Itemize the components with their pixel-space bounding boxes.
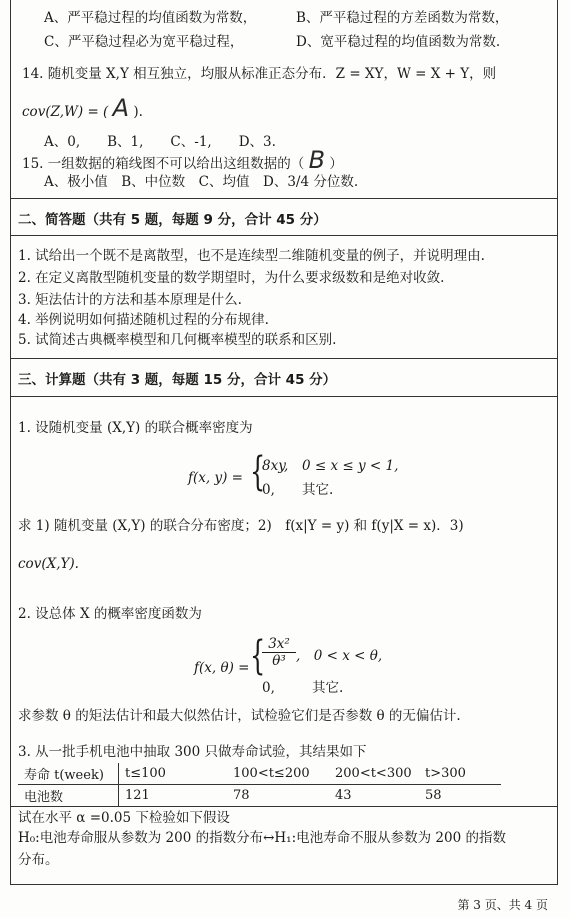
q14-cov-text: cov(Z,W) = ( (22, 104, 109, 120)
p1-case2-cond: 其它. (302, 482, 334, 498)
q15-stem (22, 146, 343, 174)
section3-heading: 三、计算题（共有 3 题，每题 15 分，合计 45 分） (18, 372, 337, 388)
q15-answer-mark: B (308, 146, 326, 174)
p1-stem: 1. 设随机变量 (X,Y) 的联合概率密度为 (18, 420, 253, 436)
p1-case1-expr: 8xy, (262, 458, 289, 474)
q13-option-d: D、宽平稳过程的均值函数为常数. (296, 34, 501, 50)
section2-item-5: 5. 试简述古典概率模型和几何概率模型的联系和区别. (18, 332, 337, 348)
p1-case2-expr: 0, (262, 482, 275, 498)
q14-stem: 14. 随机变量 X,Y 相互独立，均服从标准正态分布．Z = XY，W = X + Y，则 (22, 66, 497, 82)
p3-stem: 3. 从一批手机电池中抽取 300 只做寿命试验，其结果如下 (18, 744, 367, 760)
p3-line3: 分布。 (18, 852, 59, 868)
table-header-cell: 100<t≤200 (227, 763, 329, 785)
p2-brace: { (250, 633, 266, 679)
table-header-row (18, 763, 501, 785)
section2-heading: 二、简答题（共有 5 题，每题 9 分，合计 45 分） (18, 212, 327, 228)
table-cell: 58 (425, 788, 442, 803)
divider (10, 358, 558, 359)
table-header-cell: t>300 (419, 763, 501, 785)
q15-stem-end: ） (329, 156, 343, 172)
table-header-cell: 寿命 t(week) (18, 763, 119, 785)
table-row (18, 785, 501, 807)
p1-ask-line2: cov(X,Y). (18, 556, 79, 572)
divider (10, 198, 558, 199)
p1-ask-line1: 求 1) 随机变量 (X,Y) 的联合分布密度；2) f(x|Y = y) 和 f(y|X = x)．3) (18, 518, 464, 534)
battery-life-table (18, 763, 501, 806)
divider (10, 235, 558, 236)
p2-case1-cond: , 0 < x < θ, (296, 648, 383, 664)
table-cell: 78 (233, 788, 250, 803)
divider (10, 806, 558, 807)
p2-case2-expr: 0, (262, 680, 275, 696)
p1-f-lhs: f(x, y) = (188, 470, 243, 486)
p2-case2-cond: 其它. (312, 680, 344, 696)
p2-frac-den: θ³ (272, 653, 286, 669)
q14-cov-end: ). (133, 104, 143, 120)
section2-item-3: 3. 矩法估计的方法和基本原理是什么. (18, 292, 242, 308)
p2-stem: 2. 设总体 X 的概率密度函数为 (18, 606, 202, 622)
p2-f-lhs: f(x, θ) = (194, 660, 250, 676)
section2-item-2: 2. 在定义离散型随机变量的数学期望时，为什么要求级数和是绝对收敛. (18, 270, 445, 286)
table-cell: 121 (125, 788, 150, 803)
p3-line2: H₀:电池寿命服从参数为 200 的指数分布↔H₁:电池寿命不服从参数为 200 的指数 (18, 830, 506, 846)
q13-option-b: B、严平稳过程的方差函数为常数， (296, 10, 509, 26)
p2-frac-num: 3x² (262, 636, 296, 653)
page-number: 第 3 页、共 4 页 (457, 898, 548, 912)
section2-item-1: 1. 试给出一个既不是离散型，也不是连续型二维随机变量的例子，并说明理由. (18, 248, 485, 264)
q14-cov (22, 94, 143, 122)
p2-ask: 求参数 θ 的矩法估计和最大似然估计，试检验它们是否参数 θ 的无偏估计. (18, 708, 461, 724)
section2-item-4: 4. 举例说明如何描述随机过程的分布规律. (18, 312, 269, 328)
q13-option-c: C、严平稳过程必为宽平稳过程， (44, 34, 244, 50)
table-header-cell: 200<t<300 (329, 763, 419, 785)
p1-case1-cond: 0 ≤ x ≤ y < 1, (302, 458, 399, 474)
p1-brace: { (250, 449, 266, 495)
p2-fraction (262, 636, 296, 669)
q15-stem-text: 15. 一组数据的箱线图不可以给出这组数据的（ (22, 156, 305, 172)
q13-option-a: A、严平稳过程的均值函数为常数， (44, 10, 257, 26)
q14-options: A、0, B、1, C、-1, D、3. (44, 134, 276, 150)
q14-answer-mark: A (112, 94, 130, 122)
divider (10, 396, 558, 397)
p3-line1: 试在水平 α =0.05 下检验如下假设 (18, 810, 230, 826)
table-cell: 43 (335, 788, 352, 803)
q15-options: A、极小值 B、中位数 C、均值 D、3/4 分位数. (44, 174, 359, 190)
table-cell: 电池数 (18, 785, 119, 807)
table-header-cell: t≤100 (119, 763, 228, 785)
